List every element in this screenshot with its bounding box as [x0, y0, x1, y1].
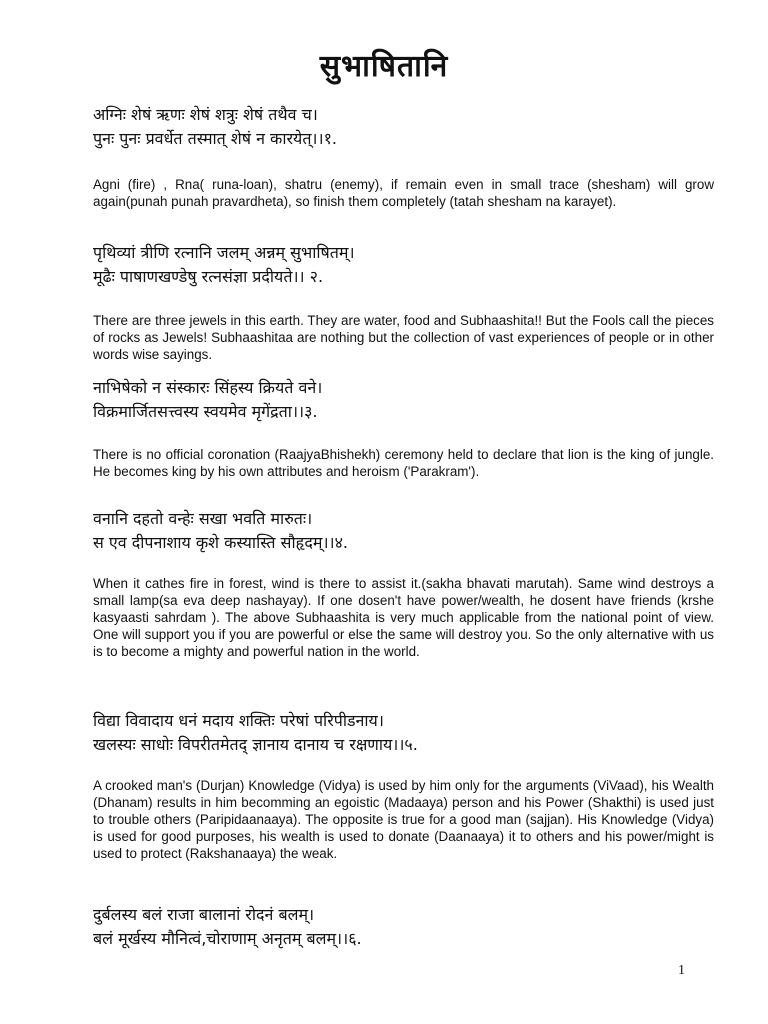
sanskrit-verse-6 — [93, 903, 733, 951]
page-number: 1 — [678, 963, 685, 978]
page-title: सुभाषितानि — [319, 49, 449, 84]
verse-line: अग्निः शेषं ऋणः शेषं शत्रुः शेषं तथैव च। — [93, 105, 318, 124]
sanskrit-verse-2 — [93, 241, 733, 289]
verse-line: पुनः पुनः प्रवर्धेत तस्मात् शेषं न कारयेत्।।१. — [93, 129, 337, 148]
translation-3: There is no official coronation (RaajyaBhishekh) ceremony held to declare that lion is the king of jungle. He becomes king by his own attributes and heroism ('Parakram'). — [93, 447, 714, 479]
sanskrit-verse-4 — [93, 507, 733, 555]
verse-line: वनानि दहतो वन्हेः सखा भवति मारुतः। — [93, 509, 313, 528]
verse-line: बलं मूर्खस्य मौनित्वं,चोराणाम् अनृतम् बलम्।।६. — [93, 929, 362, 948]
verse-line: स एव दीपनाशाय कृशे कस्यास्ति सौहृदम्।।४. — [93, 533, 348, 552]
verse-line: नाभिषेको न संस्कारः सिंहस्य क्रियते वने। — [93, 378, 323, 397]
sanskrit-verse-5 — [93, 709, 733, 757]
verse-line: विक्रमार्जितसत्त्वस्य स्वयमेव मृगेंद्रता।।३. — [93, 402, 318, 421]
translation-1: Agni (fire) , Rna( runa-loan), shatru (enemy), if remain even in small trace (shesham) will grow again(punah punah pravardheta), so finish them completely (tatah shesham na karayet). — [93, 177, 714, 209]
verse-line: मूढैः पाषाणखण्डेषु रत्नसंज्ञा प्रदीयते।। २. — [93, 267, 324, 286]
translation-2: There are three jewels in this earth. They are water, food and Subhaashita!! But the Fools call the pieces of rocks as Jewels! Subhaashitaa are nothing but the collection of vast experiences of people or in other words wise sayings. — [93, 313, 714, 362]
verse-line: पृथिव्यां त्रीणि रत्नानि जलम् अन्नम् सुभाषितम्। — [93, 243, 355, 262]
verse-line: विद्या विवादाय धनं मदाय शक्तिः परेषां परिपीडनाय। — [93, 711, 384, 730]
verse-line: दुर्बलस्य बलं राजा बालानां रोदनं बलम्। — [93, 905, 315, 924]
verse-line: खलस्यः साधोः विपरीतमेतद् ज्ञानाय दानाय च रक्षणाय।।५. — [93, 735, 418, 754]
sanskrit-verse-1 — [93, 103, 733, 151]
sanskrit-verse-3 — [93, 376, 733, 424]
translation-4: When it cathes fire in forest, wind is there to assist it.(sakha bhavati marutah). Same wind destroys a small lamp(sa eva deep nashayay). If one dosen't have power/wealth, he dosent have friends (krshe kasyaasti sahrdam ). The above Subhaashita is very much applicable from the national point of view. One will support you if you are powerful or else the same will destroy you. So the only alternative with us is to become a mighty and powerful nation in the world. — [93, 576, 714, 659]
translation-5: A crooked man's (Durjan) Knowledge (Vidya) is used by him only for the arguments (ViVaad), his Wealth (Dhanam) results in him becomming an egoistic (Madaaya) person and his Power (Shakthi) is used just to trouble others (Paripidaanaaya). The opposite is true for a good man (sajjan). His Knowledge (Vidya) is used for good purposes, his wealth is used to donate (Daanaaya) it to others and his power/might is used to protect (Rakshanaaya) the weak. — [93, 778, 714, 861]
